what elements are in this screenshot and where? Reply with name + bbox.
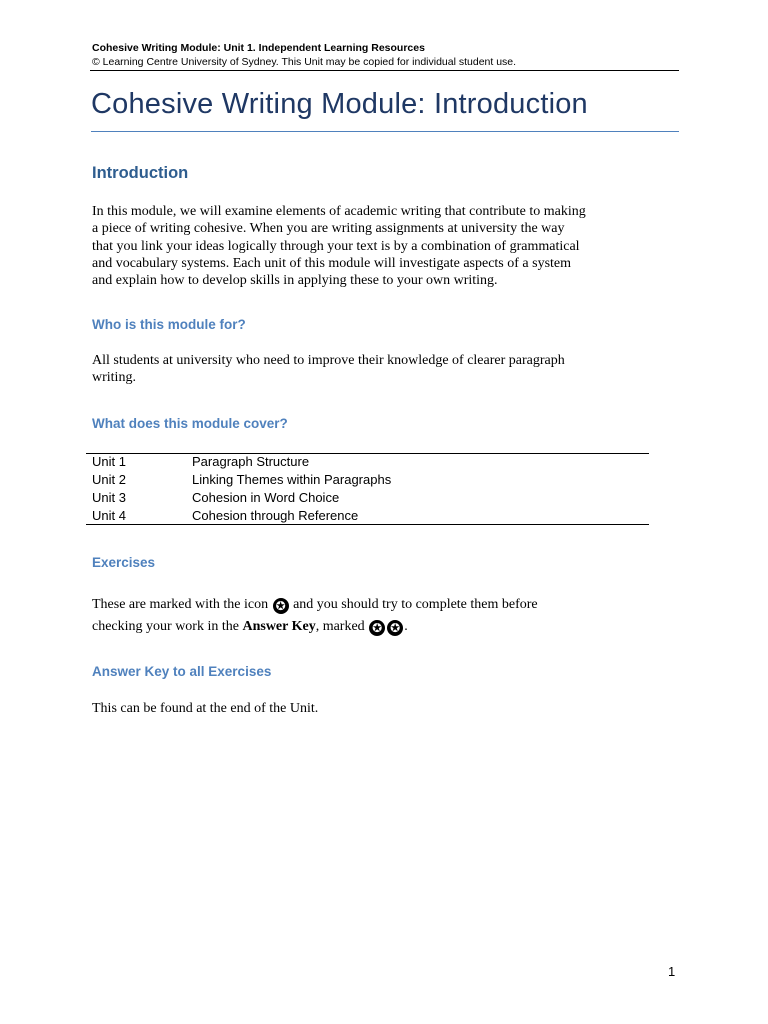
paragraph-line [92,616,682,638]
page-number: 1 [668,964,676,979]
star-circle-icon: ✪ [387,620,403,636]
exercises-text: , marked [315,619,369,634]
who-paragraph [92,352,682,387]
unit-title: Linking Themes within Paragraphs [192,472,392,487]
exercises-text: and you should try to complete them before [289,597,538,612]
units-table-top-border [86,453,649,454]
paragraph-line: and vocabulary systems. Each unit of this module will investigate aspects of a system [92,255,572,271]
units-table-bottom-border [86,524,649,525]
introduction-heading: Introduction [92,164,189,182]
exercises-text: . [404,619,408,634]
exercises-paragraph [92,594,682,638]
unit-title: Paragraph Structure [192,454,310,469]
paragraph-line: a piece of writing cohesive. When you are writing assignments at university the way [92,221,565,237]
star-circle-icon: ✪ [273,598,289,614]
answer-key-heading: Answer Key to all Exercises [92,664,272,679]
exercises-text: checking your work in the [92,619,243,634]
paragraph-line: All students at university who need to improve their knowledge of clearer paragraph [92,353,565,368]
introduction-paragraph [92,203,682,289]
title-divider [91,131,679,132]
cover-heading: What does this module cover? [92,416,288,431]
unit-number: Unit 1 [92,454,126,469]
running-header-copyright: © Learning Centre University of Sydney. This Unit may be copied for individual student use. [92,56,517,68]
answer-key-term: Answer Key [242,619,316,634]
unit-title: Cohesion through Reference [192,508,359,523]
paragraph-line: writing. [92,370,136,386]
header-divider [90,70,679,71]
exercises-heading: Exercises [92,555,156,570]
paragraph-line: This can be found at the end of the Unit. [92,701,319,716]
star-circle-icon: ✪ [369,620,385,636]
unit-number: Unit 4 [92,508,126,523]
page-title: Cohesive Writing Module: Introduction [91,88,588,120]
paragraph-line: that you link your ideas logically through your text is by a combination of grammatical [92,238,580,254]
answer-key-paragraph [92,700,682,717]
paragraph-line [92,594,682,616]
unit-number: Unit 2 [92,472,126,487]
unit-number: Unit 3 [92,490,126,505]
paragraph-line: In this module, we will examine elements of academic writing that contribute to making [92,204,586,219]
unit-title: Cohesion in Word Choice [192,490,340,505]
running-header-title: Cohesive Writing Module: Unit 1. Independent Learning Resources [92,42,425,54]
paragraph-line: and explain how to develop skills in applying these to your own writing. [92,273,498,289]
exercises-text: These are marked with the icon [92,597,272,612]
who-heading: Who is this module for? [92,317,246,332]
